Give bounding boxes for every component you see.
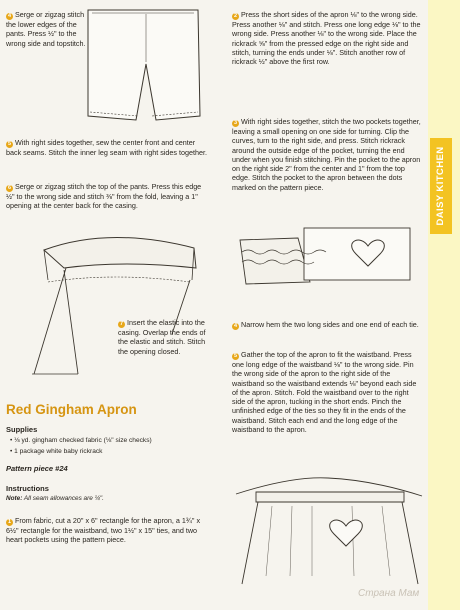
watermark: Страна Мам [358, 588, 420, 599]
section-tab-label: DAISY KITCHEN [435, 146, 446, 226]
step-text: Narrow hem the two long sides and one end of each tie. [241, 320, 419, 329]
supplies-title: Supplies [6, 425, 38, 434]
heart-pocket-sketch [232, 222, 424, 294]
step-text: Press the short sides of the apron ⅛" to the wrong side. Press another ⅛" and stitch. Press one long edge ⅛" to the wrong side. Press another ⅛" to the wrong side. Place the rickrack ⅝" from the pressed edge on the right side and stitch, turning the ends under ⅛". Stitch another row of rickrack ½" above the first row. [232, 10, 421, 67]
finished-apron-sketch [232, 466, 426, 590]
left-step-5 [6, 138, 211, 157]
section-tab [430, 138, 452, 234]
step-text: With right sides together, sew the center front and center back seams. Stitch the inner leg seam with right sides together. [6, 138, 207, 157]
step-number-4: 4 [233, 323, 238, 329]
supply-item: • ⅛ yd. gingham checked fabric (⅛" size checks) [10, 437, 152, 444]
step-text: Serge or zigzag stitch the top of the pants. Press this edge ½" to the wrong side and stitch ⅜" from the fold, leaving a 1" opening at the center back for the casing. [6, 182, 202, 211]
step-number-5: 5 [7, 141, 12, 147]
step-text: From fabric, cut a 20" x 6" rectangle for the apron, a 1¾" x 6½" rectangle for the waistband, two 1½" x 15" ties, and two heart pockets using the pattern piece. [6, 516, 201, 545]
step-text: With right sides together, stitch the two pockets together, leaving a small opening on one side for turning. Clip the curves, turn to the right side, and press. Stitch rickrack around the outside edge of the pocket, turning the end under when you finish stitching. Pin the pocket to the apron on the right side 2" from the center and 1" from the top edge. Stitch the pocket to the apron between the dots marked on the pattern piece. [232, 117, 421, 192]
step-number-2: 2 [233, 13, 238, 19]
apron-title: Red Gingham Apron [6, 402, 137, 417]
note-text: All seam allowances are ¼". [22, 495, 104, 502]
step-text: Serge or zigzag stitch the lower edges of the pants. Press ½" to the wrong side and topstitch. [6, 10, 86, 48]
pattern-piece-label: Pattern piece #24 [6, 464, 68, 473]
step-number-1: 1 [7, 519, 12, 525]
left-step-4 [6, 10, 86, 48]
step-text: Insert the elastic into the casing. Overlap the ends of the elastic and stitch. Stitch the opening closed. [118, 318, 206, 356]
right-step-4 [232, 320, 422, 330]
right-step-5 [232, 350, 422, 434]
step-number-5: 5 [233, 353, 238, 359]
left-step-6 [6, 182, 211, 211]
note-label: Note: [6, 495, 23, 502]
step-text: Gather the top of the apron to fit the waistband. Press one long edge of the waistband ⅛" to the wrong side. Pin the wrong side of the apron to the right side of the waistband so the waistband extends ⅛" beyond each side of the apron. Stitch. Fold the waistband over to the right side of the apron, tucking in the short ends. Pinch the unfinished edge of the ties so they fit in the ends of the waistband. Stitch each end and the long edge of the waistband to the apron. [232, 350, 417, 435]
supply-item: • 1 package white baby rickrack [10, 448, 103, 455]
step-number-4: 4 [7, 13, 12, 19]
instructions-title: Instructions [6, 484, 49, 493]
step-number-7: 7 [119, 321, 124, 327]
sidebar-strip [428, 0, 460, 610]
seam-note [6, 495, 104, 504]
right-step-2 [232, 10, 422, 66]
elastic-casing-sketch [4, 224, 214, 382]
left-step-1 [6, 516, 211, 545]
step-number-6: 6 [7, 185, 12, 191]
right-step-3 [232, 117, 422, 192]
step-number-3: 3 [233, 120, 238, 126]
left-step-7 [118, 318, 210, 356]
